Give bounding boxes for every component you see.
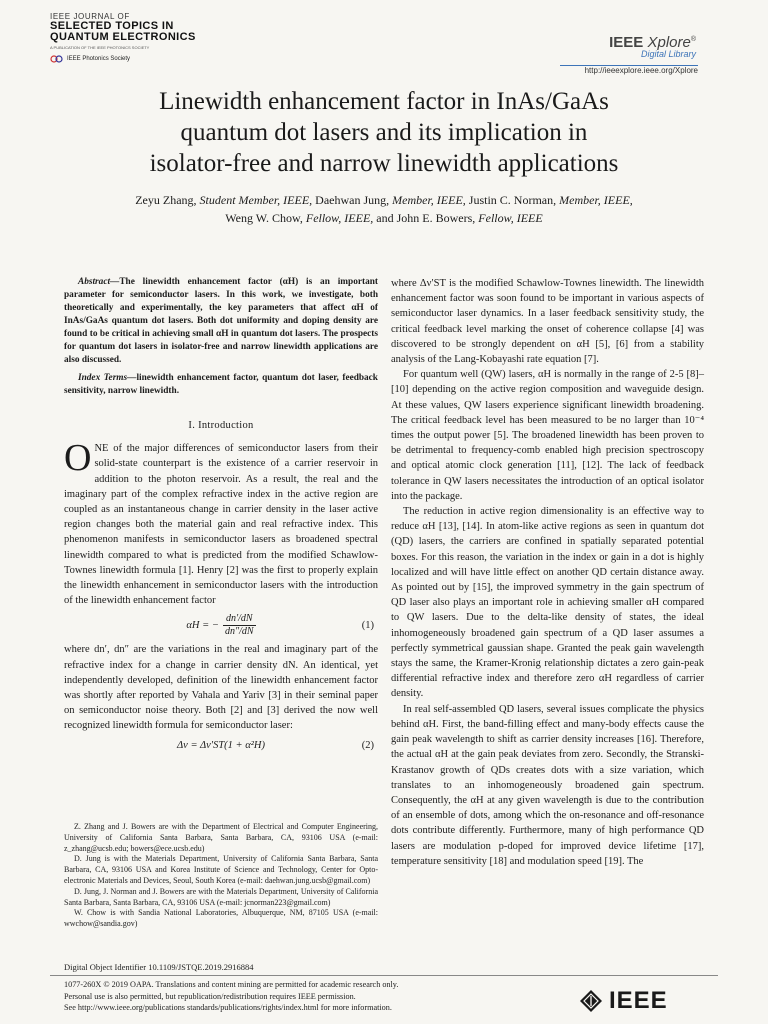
abstract (64, 276, 378, 367)
author-affiliations (64, 822, 378, 930)
author-role: Student Member, IEEE, (199, 193, 313, 207)
photonics-society (50, 54, 280, 64)
xplore-brand-xplore: Xplore (647, 34, 691, 51)
equation-1-numerator: dn′/dN (223, 613, 256, 626)
author-name: Zeyu Zhang, (135, 193, 197, 207)
affiliation-note: D. Jung is with the Materials Department, University of California Santa Barbara, Santa Barbara, CA, 93106 USA and Korea Institute of Science and Technology, Center for Opto-electronic Materials and Devices, Seoul, South Korea (e-mail: daehwan.jung.ucsb@gmail.com) (64, 854, 378, 885)
copyright-line: 1077-260X © 2019 OAPA. Translations and content mining are permitted for academic research only. (64, 980, 399, 989)
equation-1-denominator: dn″/dN (224, 625, 254, 637)
copyright-line[interactable]: See http://www.ieee.org/publications standards/publications/rights/index.html for more information. (64, 1003, 392, 1012)
body-paragraph: In real self-assembled QD lasers, several issues complicate the physics behind αH. First, the band-filling effect and many-body effects cause the gain peak wavelength to shift as carrier density increases [16]. Therefore, the actual αH at the gain peak deviates from zero. Secondly, the Stranski-Krastanov growth of QDs creates dots with a size variation, which translates to an inhomogeneously broadened gain spectrum. Consequently, the αH at any given wavelength is due to the contribution of an ensemble of dots, among which the on-resonance and off-resonance dots contribute differently. Furthermore, many of high performance QD lasers are modulation p-doped for improved device lifetime [17], temperature sensitivity [18] and modulation speed [19]. The (391, 703, 704, 867)
journal-header (50, 12, 280, 64)
author-list (60, 191, 708, 227)
journal-name-line1: SELECTED TOPICS IN (50, 20, 174, 32)
affiliation-note: D. Jung, J. Norman and J. Bowers are with the Materials Department, University of California Santa Barbara, Santa Barbara, CA, 93106 USA (e-mail: jcnorman223@gmail.com) (64, 886, 378, 907)
xplore-reg-mark: ® (690, 36, 696, 43)
paper-title: Linewidth enhancement factor in InAs/GaAs quantum dot lasers and its implication in isolator-free and narrow linewidth applications (149, 88, 619, 177)
xplore-url[interactable]: http://ieeexplore.ieee.org/Xplore (584, 66, 698, 75)
author-name: Justin C. Norman, (468, 193, 557, 207)
index-terms-label: Index Terms— (78, 373, 137, 383)
drop-cap: O (64, 437, 92, 480)
ieee-wordmark: IEEE (609, 987, 668, 1014)
equation-1-number: (1) (361, 619, 374, 631)
xplore-tagline: Digital Library (640, 49, 696, 59)
copyright-line: Personal use is also permitted, but republication/redistribution requires IEEE permission. (64, 991, 356, 1001)
photonics-society-name: IEEE Photonics Society (67, 56, 131, 62)
affiliation-note: W. Chow is with Sandia National Laboratories, Albuquerque, NM, 87105 USA (e-mail: wwchow@sandia.gov) (64, 908, 378, 929)
section-title: I. Introduction (188, 420, 254, 431)
intro-paragraph-2: where dn′, dn″ are the variations in the real and imaginary part of the refractive index for a change in carrier density dN. An identical, yet independently developed, definition of the linewidth enhancement factor was shortly after reported by Vahala and Yariv [3] in their seminal paper on semiconductor noise theory. Both [2] and [3] derived the now well recognized linewidth formula for semiconductor laser: (64, 644, 378, 732)
index-terms (64, 372, 378, 398)
equation-2 (64, 734, 378, 758)
equation-1-fraction (223, 613, 256, 638)
xplore-brand-ieee: IEEE (609, 34, 644, 51)
journal-name-line2: QUANTUM ELECTRONICS (50, 31, 196, 43)
ieee-diamond-logo-icon (579, 989, 603, 1013)
body-paragraph: where Δν′ST is the modified Schawlow-Townes linewidth. The linewidth enhancement factor was soon found to be important in various aspects of semiconductor laser dynamics. In a laser feedback sensitivity study, the critical feedback level marking the onset of coherence collapse [4] was discovered to be strongly dependent on αH [5], [6] from a stability analysis of the Lang-Kobayashi rate equation [7]. (391, 278, 704, 366)
author-name: Weng W. Chow, (225, 211, 303, 225)
xplore-brand (609, 34, 696, 59)
author-role: Fellow, IEEE (478, 211, 543, 225)
affiliation-note: Z. Zhang and J. Bowers are with the Department of Electrical and Computer Engineering, University of California Santa Barbara, Santa Barbara, CA, 93106 USA (e-mail: z_zhang@ucsb.edu; bowers@ece.ucsb.edu) (64, 822, 378, 853)
doi: Digital Object Identifier 10.1109/JSTQE.2019.2916884 (64, 962, 254, 972)
equation-2-number: (2) (361, 740, 374, 752)
right-column (391, 276, 704, 869)
footer-divider (50, 975, 718, 976)
photonics-society-logo-icon (50, 54, 64, 64)
copyright-notice (64, 979, 584, 1014)
author-role: Member, IEEE, (559, 193, 633, 207)
author-name: Daehwan Jung, (315, 193, 390, 207)
left-column (64, 276, 378, 758)
author-name: and John E. Bowers, (376, 211, 476, 225)
author-role: Member, IEEE, (392, 193, 466, 207)
ieee-logo (579, 987, 668, 1015)
abstract-label: Abstract— (78, 277, 120, 287)
intro-paragraph-1-text: NE of the major differences of semiconductor lasers from their solid-state counterpart is the existence of a carrier reservoir in addition to the photon reservoir. As a result, the real and the imaginary part of the complex refractive index in the active region are coupled as an instantaneous change in carrier density in the laser active region changes both the material gain and real refractive index. This phenomenon manifests in semiconductor lasers as broadened spectral linewidth compared to what is predicted from the modified Schawlow-Townes linewidth formula [1]. Henry [2] was the first to properly explain the linewidth enhancement in semiconductor lasers with the introduction of the linewidth enhancement factor (64, 443, 378, 607)
journal-pre: IEEE JOURNAL OF (50, 12, 130, 21)
index-terms-text: linewidth enhancement factor, quantum dot laser, feedback sensitivity, narrow linewidth. (64, 373, 378, 396)
author-role: Fellow, IEEE, (305, 211, 374, 225)
body-paragraph: For quantum well (QW) lasers, αH is normally in the range of 2-5 [8]–[10] depending on the active region composition and waveguide design. At these values, QW lasers experience significant linewidth broadening. The critical feedback level has been measured to be no larger than 10⁻⁴ times the output power [5]. The broadened linewidth has been proven to be detrimental to frequency-comb enabled high precision spectroscopy and optical atomic clock generation [11], [12]. The lack of feedback tolerance in QW lasers necessitates the introduction of an optical isolator into the package. (391, 369, 704, 502)
equation-2-body: Δν = Δν′ST(1 + α²H) (177, 740, 265, 752)
intro-paragraph-1 (64, 437, 378, 608)
journal-subtitle: A PUBLICATION OF THE IEEE PHOTONICS SOCIETY (50, 45, 150, 50)
body-paragraph: The reduction in active region dimensionality is an effective way to reduce αH [13], [14]. In atom-like active regions as seen in quantum dot (QD) lasers, the carriers are confined in spatially separated potential boxes. For this reason, the variation in the index or gain in a dot is highly localized and will have little effect on another QD certain distance away. As pointed out by [15], the improved symmetry in the gain spectrum of QD laser also plays an important role in achieving smaller αH compared to QW lasers. Due to the delta-like density of states, the ideal inhomogeneously broadened gain spectrum of a QD laser assumes a perfectly symmetrical gaussian shape. Granted the peak gain wavelength stays the same, the Kramer-Kronig relationship dictates a zero gain-peak differential refractive index and therefore zero αH regardless of carrier density. (391, 506, 704, 700)
abstract-text: The linewidth enhancement factor (αH) is an important parameter for semiconductor lasers. In this work, we investigate, both theoretically and experimentally, the key parameters that affect αH of InAs/GaAs quantum dot lasers. Both dot uniformity and doping density are found to be critical in achieving small αH in quantum dot lasers. The prospects for quantum dot lasers in isolator-free and narrow linewidth applications are also discussed. (64, 277, 378, 365)
equation-1 (64, 608, 378, 642)
equation-1-lhs: αH = − (186, 619, 219, 631)
